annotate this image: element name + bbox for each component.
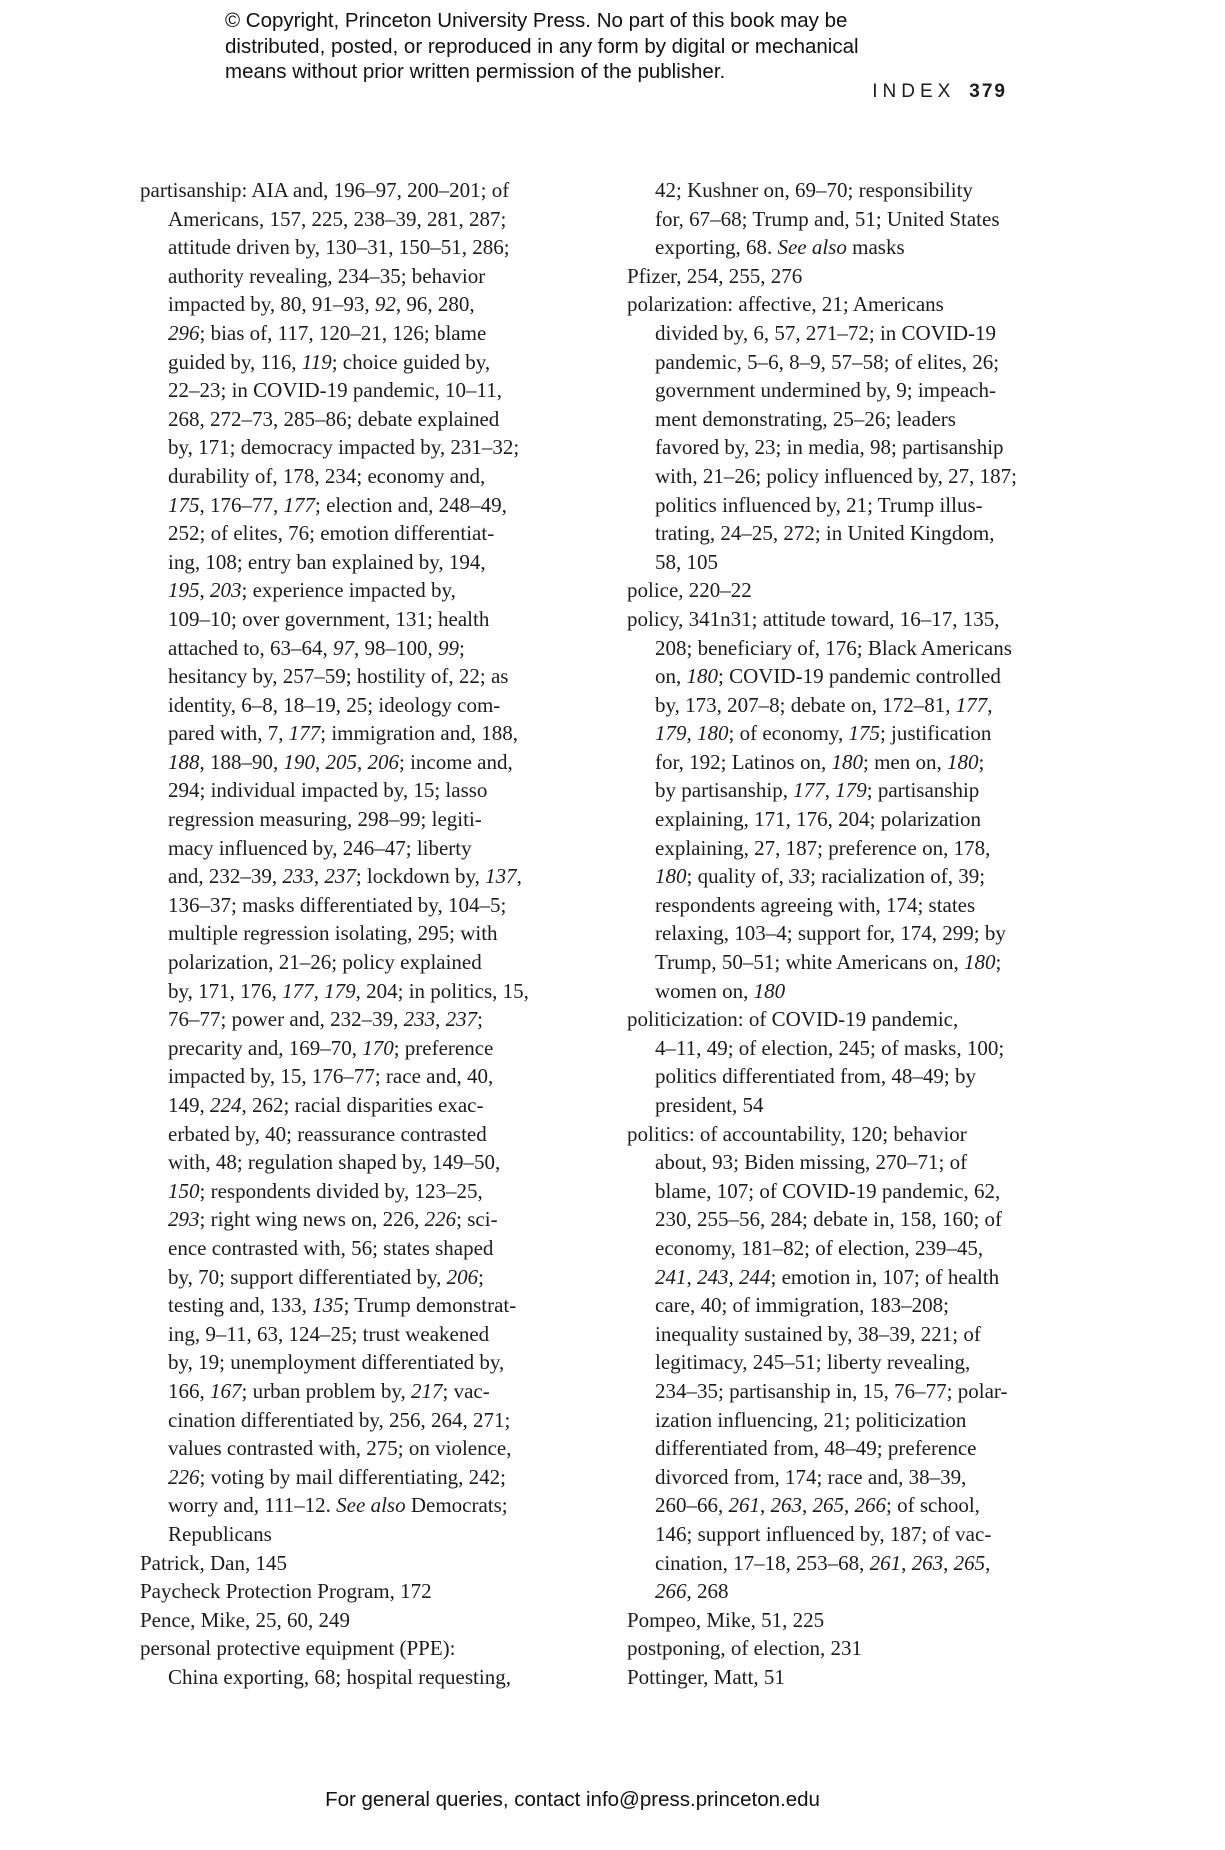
index-line: differentiated from, 48–49; preference <box>655 1436 977 1461</box>
index-line: 268, 272–73, 285–86; debate explained <box>168 406 500 431</box>
running-head-title: INDEX <box>872 81 956 102</box>
index-line: guided by, 116, 119; choice guided by, <box>168 349 491 374</box>
index-line: 296; bias of, 117, 120–21, 126; blame <box>168 320 487 345</box>
index-line: values contrasted with, 275; on violence, <box>168 1436 512 1461</box>
index-line: with, 21–26; policy influenced by, 27, 187; <box>655 463 1018 488</box>
index-line: care, 40; of immigration, 183–208; <box>655 1293 949 1318</box>
page-number: 379 <box>969 81 1007 102</box>
index-line: Trump, 50–51; white Americans on, 180; <box>655 950 1002 975</box>
index-line: on, 180; COVID-19 pandemic controlled <box>655 664 1001 689</box>
index-line: erbated by, 40; reassurance contrasted <box>168 1121 487 1146</box>
index-line: 146; support influenced by, 187; of vac- <box>655 1521 992 1546</box>
index-line: 208; beneficiary of, 176; Black Americans <box>655 635 1012 660</box>
index-line: regression measuring, 298–99; legiti- <box>168 807 482 832</box>
index-line: 230, 255–56, 284; debate in, 158, 160; of <box>655 1207 1003 1232</box>
index-line: polarization: affective, 21; Americans <box>627 292 944 317</box>
index-line: by, 171, 176, 177, 179, 204; in politics, 15, <box>168 978 529 1003</box>
index-line: 76–77; power and, 232–39, 233, 237; <box>168 1007 483 1032</box>
index-line: 136–37; masks differentiated by, 104–5; <box>168 892 507 917</box>
index-line: multiple regression isolating, 295; with <box>168 921 498 946</box>
copyright-line: © Copyright, Princeton University Press. No part of this book may be <box>225 9 848 32</box>
index-line: government undermined by, 9; impeach- <box>655 378 996 403</box>
index-line: 109–10; over government, 131; health <box>168 606 490 631</box>
index-line: about, 93; Biden missing, 270–71; of <box>655 1150 968 1175</box>
footer-contact: For general queries, contact info@press.princeton.edu <box>325 1788 820 1811</box>
index-line: economy, 181–82; of election, 239–45, <box>655 1235 984 1260</box>
copyright-line: means without prior written permission of the publisher. <box>225 60 726 83</box>
index-line: attached to, 63–64, 97, 98–100, 99; <box>168 635 465 660</box>
index-line: 42; Kushner on, 69–70; responsibility <box>655 178 973 202</box>
index-line: inequality sustained by, 38–39, 221; of <box>655 1321 981 1346</box>
index-line: Pence, Mike, 25, 60, 249 <box>140 1607 350 1632</box>
index-line: macy influenced by, 246–47; liberty <box>168 835 472 860</box>
index-line: relaxing, 103–4; support for, 174, 299; by <box>655 921 1006 946</box>
index-line: impacted by, 15, 176–77; race and, 40, <box>168 1064 494 1089</box>
index-line: 260–66, 261, 263, 265, 266; of school, <box>655 1493 980 1518</box>
index-line: exporting, 68. See also masks <box>655 235 905 260</box>
index-line: ment demonstrating, 25–26; leaders <box>655 406 956 431</box>
index-line: Pfizer, 254, 255, 276 <box>627 263 803 288</box>
index-line: politicization: of COVID-19 pandemic, <box>627 1007 959 1032</box>
index-line: authority revealing, 234–35; behavior <box>168 263 486 288</box>
index-line: by, 173, 207–8; debate on, 172–81, 177, <box>655 692 993 717</box>
index-line: identity, 6–8, 18–19, 25; ideology com- <box>168 692 501 717</box>
index-line: 150; respondents divided by, 123–25, <box>168 1178 483 1203</box>
index-line: Pottinger, Matt, 51 <box>627 1664 785 1689</box>
index-column-right <box>627 176 1018 1691</box>
index-line: impacted by, 80, 91–93, 92, 96, 280, <box>168 292 475 317</box>
index-line: legitimacy, 245–51; liberty revealing, <box>655 1350 971 1375</box>
index-line: politics influenced by, 21; Trump illus- <box>655 492 983 517</box>
index-line: 241, 243, 244; emotion in, 107; of health <box>655 1264 1000 1289</box>
index-line: durability of, 178, 234; economy and, <box>168 463 486 488</box>
index-line: women on, 180 <box>655 978 786 1003</box>
index-line: by partisanship, 177, 179; partisanship <box>655 778 980 803</box>
index-line: Americans, 157, 225, 238–39, 281, 287; <box>168 206 507 231</box>
index-line: by, 171; democracy impacted by, 231–32; <box>168 435 520 460</box>
index-line: personal protective equipment (PPE): <box>140 1636 456 1661</box>
index-line: 175, 176–77, 177; election and, 248–49, <box>168 492 507 517</box>
index-line: cination differentiated by, 256, 264, 271; <box>168 1407 511 1432</box>
index-line: for, 192; Latinos on, 180; men on, 180; <box>655 749 985 774</box>
index-line: respondents agreeing with, 174; states <box>655 892 976 917</box>
index-line: Patrick, Dan, 145 <box>140 1550 287 1575</box>
index-line: favored by, 23; in media, 98; partisanship <box>655 435 1004 460</box>
index-line: 179, 180; of economy, 175; justification <box>655 721 992 746</box>
index-line: cination, 17–18, 253–68, 261, 263, 265, <box>655 1550 991 1575</box>
index-line: pandemic, 5–6, 8–9, 57–58; of elites, 26; <box>655 349 1000 374</box>
index-line: politics differentiated from, 48–49; by <box>655 1064 976 1089</box>
index-line: attitude driven by, 130–31, 150–51, 286; <box>168 235 510 260</box>
index-line: pared with, 7, 177; immigration and, 188, <box>168 721 518 746</box>
index-line: 180; quality of, 33; racialization of, 39; <box>655 864 986 889</box>
index-line: China exporting, 68; hospital requesting, <box>168 1664 511 1689</box>
index-line: police, 220–22 <box>627 578 752 603</box>
index-line: ing, 108; entry ban explained by, 194, <box>168 549 486 574</box>
index-line: 266, 268 <box>655 1579 729 1604</box>
index-line: 195, 203; experience impacted by, <box>168 578 456 603</box>
copyright-notice <box>225 8 865 85</box>
index-line: politics: of accountability, 120; behavior <box>627 1121 967 1146</box>
index-line: ization influencing, 21; politicization <box>655 1407 967 1432</box>
index-line: 294; individual impacted by, 15; lasso <box>168 778 488 803</box>
index-line: explaining, 27, 187; preference on, 178, <box>655 835 991 860</box>
index-line: by, 70; support differentiated by, 206; <box>168 1264 484 1289</box>
index-line: president, 54 <box>655 1093 764 1117</box>
index-line: ing, 9–11, 63, 124–25; trust weakened <box>168 1321 490 1346</box>
index-line: 22–23; in COVID-19 pandemic, 10–11, <box>168 378 503 403</box>
index-line: Republicans <box>168 1521 272 1546</box>
index-line: 234–35; partisanship in, 15, 76–77; polar- <box>655 1378 1008 1403</box>
index-line: by, 19; unemployment differentiated by, <box>168 1350 505 1375</box>
index-line: 188, 188–90, 190, 205, 206; income and, <box>168 749 513 774</box>
index-column-left <box>140 176 529 1691</box>
index-line: Paycheck Protection Program, 172 <box>140 1579 432 1604</box>
index-line: policy, 341n31; attitude toward, 16–17, 135, <box>627 606 1000 631</box>
index-line: with, 48; regulation shaped by, 149–50, <box>168 1150 501 1175</box>
index-line: worry and, 111–12. See also Democrats; <box>168 1493 508 1518</box>
index-line: testing and, 133, 135; Trump demonstrat- <box>168 1293 517 1318</box>
index-line: 149, 224, 262; racial disparities exac- <box>168 1093 484 1117</box>
index-line: 58, 105 <box>655 549 718 574</box>
index-line: 166, 167; urban problem by, 217; vac- <box>168 1378 490 1403</box>
running-head <box>872 81 1007 103</box>
index-line: divided by, 6, 57, 271–72; in COVID-19 <box>655 320 997 345</box>
index-line: partisanship: AIA and, 196–97, 200–201; of <box>140 178 510 202</box>
index-line: Pompeo, Mike, 51, 225 <box>627 1607 825 1632</box>
index-line: ence contrasted with, 56; states shaped <box>168 1235 494 1260</box>
index-line: divorced from, 174; race and, 38–39, <box>655 1464 967 1489</box>
index-line: and, 232–39, 233, 237; lockdown by, 137, <box>168 864 522 889</box>
index-line: polarization, 21–26; policy explained <box>168 950 482 975</box>
index-line: blame, 107; of COVID-19 pandemic, 62, <box>655 1178 1001 1203</box>
index-line: 226; voting by mail differentiating, 242; <box>168 1464 506 1489</box>
index-line: 4–11, 49; of election, 245; of masks, 100; <box>655 1035 1005 1060</box>
index-line: postponing, of election, 231 <box>627 1636 863 1661</box>
copyright-line: distributed, posted, or reproduced in any form by digital or mechanical <box>225 34 859 58</box>
index-line: for, 67–68; Trump and, 51; United States <box>655 206 1000 231</box>
index-line: hesitancy by, 257–59; hostility of, 22; as <box>168 664 509 689</box>
index-line: trating, 24–25, 272; in United Kingdom, <box>655 521 995 546</box>
index-line: explaining, 171, 176, 204; polarization <box>655 807 982 832</box>
index-line: 293; right wing news on, 226, 226; sci- <box>168 1207 498 1232</box>
index-line: precarity and, 169–70, 170; preference <box>168 1035 494 1060</box>
index-line: 252; of elites, 76; emotion differentiat- <box>168 521 495 546</box>
